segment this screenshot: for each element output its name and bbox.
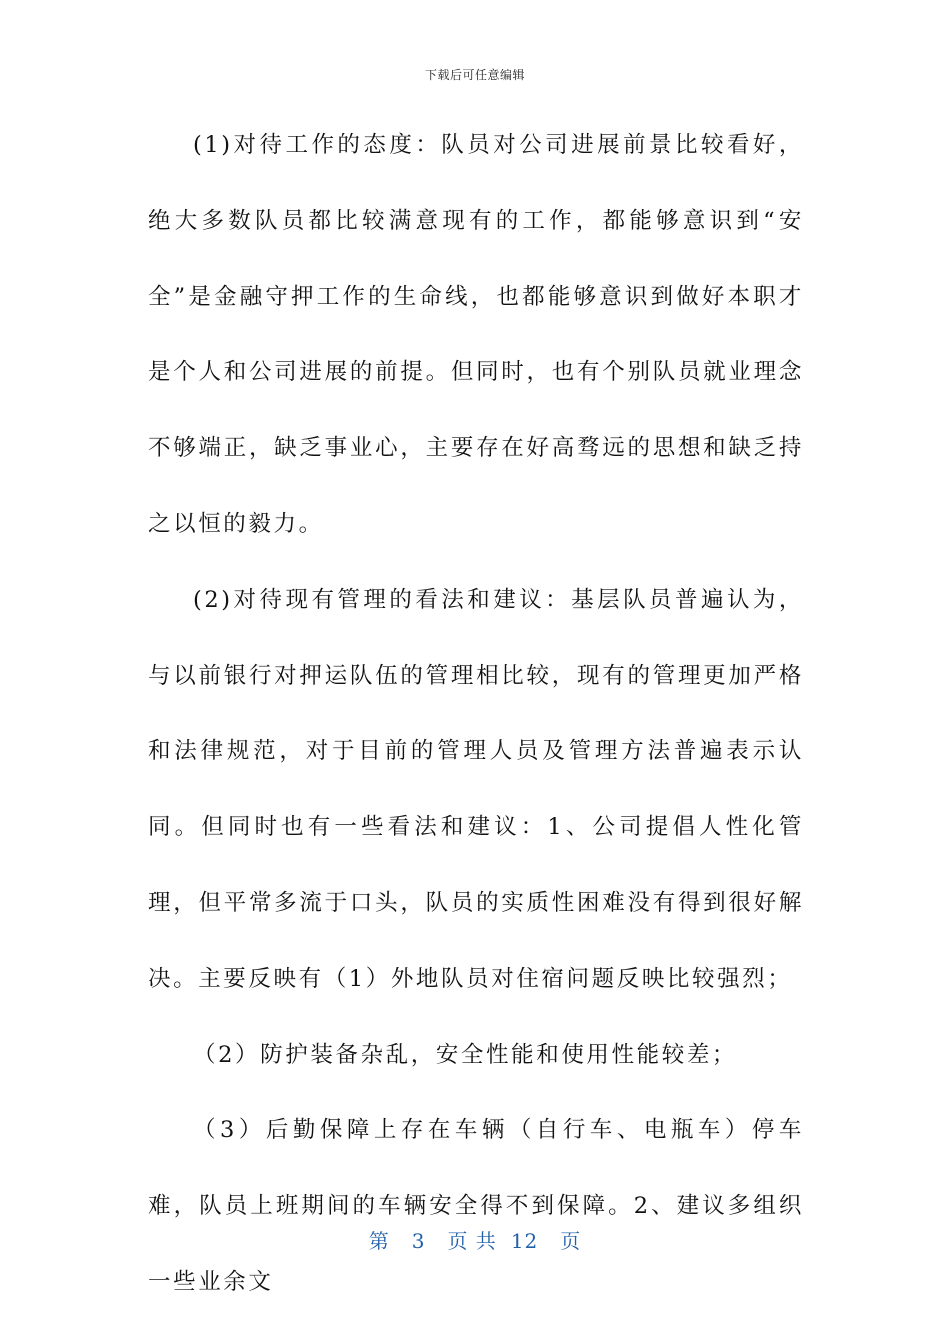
paragraph-management-views: (2)对待现有管理的看法和建议：基层队员普遍认为，与以前银行对押运队伍的管理相比较，现有的管理更加严格和法律规范，对于目前的管理人员及管理方法普遍表示认同。但同时也有一些看法和建议：1、公司提倡人性化管理，但平常多流于口头，队员的实质性困难没有得到很好解决。主要反映有（1）外地队员对住宿问题反映比较强烈；: [148, 586, 804, 992]
footer-current-page: 3: [411, 1229, 426, 1253]
header-note: 下载后可任意编辑: [424, 68, 525, 82]
paragraph-logistics: （3）后勤保障上存在车辆（自行车、电瓶车）停车难，队员上班期间的车辆安全得不到保障。2、建议多组织一些业余文: [148, 1117, 804, 1295]
footer-label-end: 页: [560, 1229, 582, 1253]
footer-label-page: 第: [368, 1229, 390, 1253]
footer-label-of: 页 共: [447, 1229, 497, 1253]
document-body: [148, 108, 804, 1321]
paragraph-work-attitude: (1)对待工作的态度：队员对公司进展前景比较看好，绝大多数队员都比较满意现有的工作，都能够意识到“安全”是金融守押工作的生命线，也都能够意识到做好本职才是个人和公司进展的前提。但同时，也有个别队员就业理念不够端正，缺乏事业心，主要存在好高骛远的思想和缺乏持之以恒的毅力。: [148, 132, 804, 537]
paragraph-protective-equipment: （2）防护装备杂乱，安全性能和使用性能较差；: [193, 1041, 738, 1068]
footer-total-pages: 12: [510, 1229, 539, 1253]
page-footer: [0, 1225, 950, 1254]
